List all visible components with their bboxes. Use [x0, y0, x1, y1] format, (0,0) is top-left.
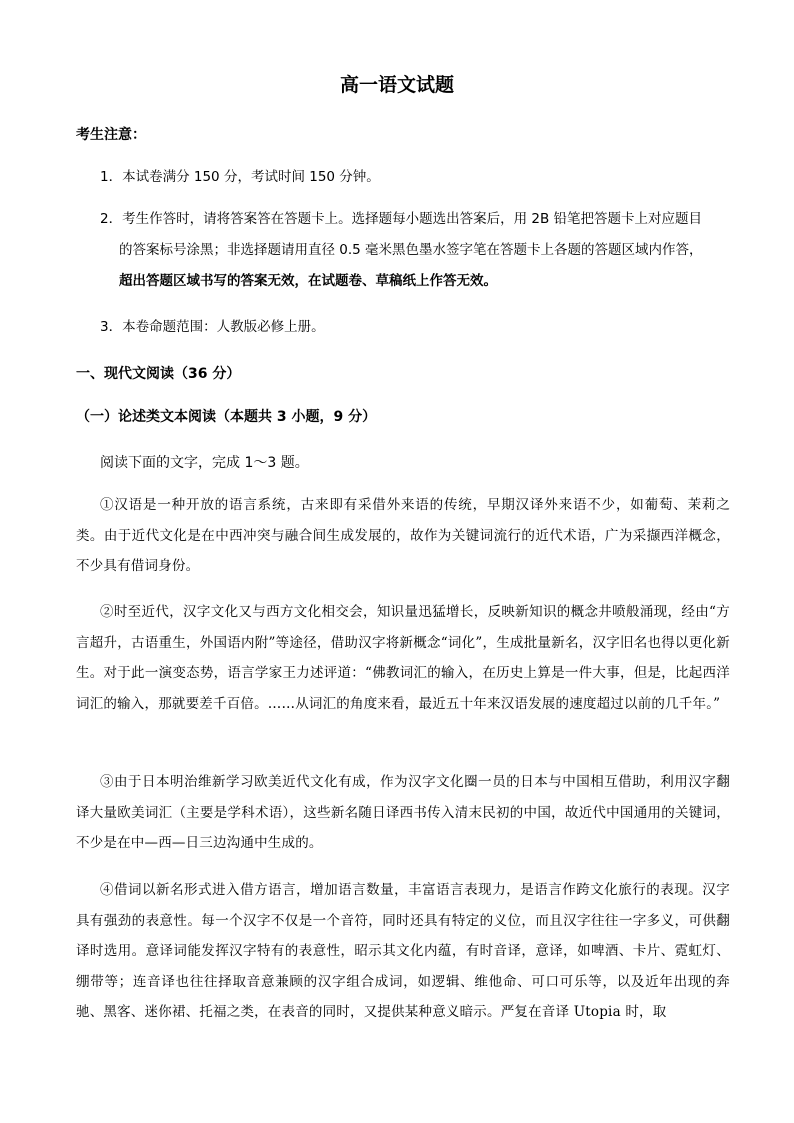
- subsection-heading: （一）论述类文本阅读（本题共 3 小题，9 分）: [76, 409, 377, 425]
- passage-paragraph-4: ④借词以新名形式进入借方语言，增加语言数量，丰富语言表现力，是语言作跨文化旅行的表现。汉字具有强劲的表意性。每一个汉字不仅是一个音符，同时还具有特定的义位，而且汉字往往一字多义，可供翻译时选用。意译词能发挥汉字特有的表意性，昭示其文化内蕴，有时音译，意译，如啤酒、卡片、霓虹灯、绷带等；连音译也往往择取音意兼顾的汉字组合成词，如逻辑、维他命、可口可乐等，以及近年出现的奔驰、黑客、迷你裙、托福之类，在表音的同时，又提供某种意义暗示。严复在音译 Utopia 时，取: [76, 882, 730, 1020]
- notice-item-1: 1．本试卷满分 150 分，考试时间 150 分钟。: [100, 169, 380, 185]
- notice-item-2-line-2: 的答案标号涂黑；非选择题请用直径 0.5 毫米黑色墨水签字笔在答题卡上各题的答题区域内作答，: [119, 242, 703, 258]
- reading-instruction: 阅读下面的文字，完成 1～3 题。: [100, 455, 309, 471]
- notice-heading: 考生注意：: [76, 127, 146, 143]
- page-title: 高一语文试题: [339, 74, 454, 96]
- passage-paragraph-2: ②时至近代，汉字文化又与西方文化相交会，知识量迅猛增长，反映新知识的概念井喷般涌现，经由“方言超升，古语重生，外国语内附”等途径，借助汉字将新概念“词化”，生成批量新名，汉字旧名也得以更化新生。对于此一演变态势，语言学家王力述评道：“佛教词汇的输入，在历史上算是一件大事，但是，比起西洋词汇的输入，那就要差千百倍。……从词汇的角度来看，最近五十年来汉语发展的速度超过以前的几千年。”: [76, 604, 731, 712]
- section-heading: 一、现代文阅读（36 分）: [76, 366, 241, 382]
- passage-paragraph-3: ③由于日本明治维新学习欧美近代文化有成，作为汉字文化圈一员的日本与中国相互借助，利用汉字翻译大量欧美词汇（主要是学科术语），这些新名随日译西书传入清末民初的中国，故近代中国通用的关键词，不少是在中—西—日三边沟通中生成的。: [76, 774, 730, 851]
- notice-item-2: [100, 208, 730, 301]
- passage-paragraph-1: ①汉语是一种开放的语言系统，古来即有采借外来语的传统，早期汉译外来语不少，如葡萄、茉莉之类。由于近代文化是在中西冲突与融合间生成发展的，故作为关键词流行的近代术语，广为采撷西洋概念，不少具有借词身份。: [76, 497, 730, 574]
- notice-item-3: 3．本卷命题范围：人教版必修上册。: [100, 319, 325, 335]
- notice-item-2-line-3: 超出答题区域书写的答案无效，在试题卷、草稿纸上作答无效。: [119, 273, 497, 289]
- notice-item-2-line-1: 2．考生作答时，请将答案答在答题卡上。选择题每小题选出答案后，用 2B 铅笔把答题卡上对应题目: [100, 211, 703, 227]
